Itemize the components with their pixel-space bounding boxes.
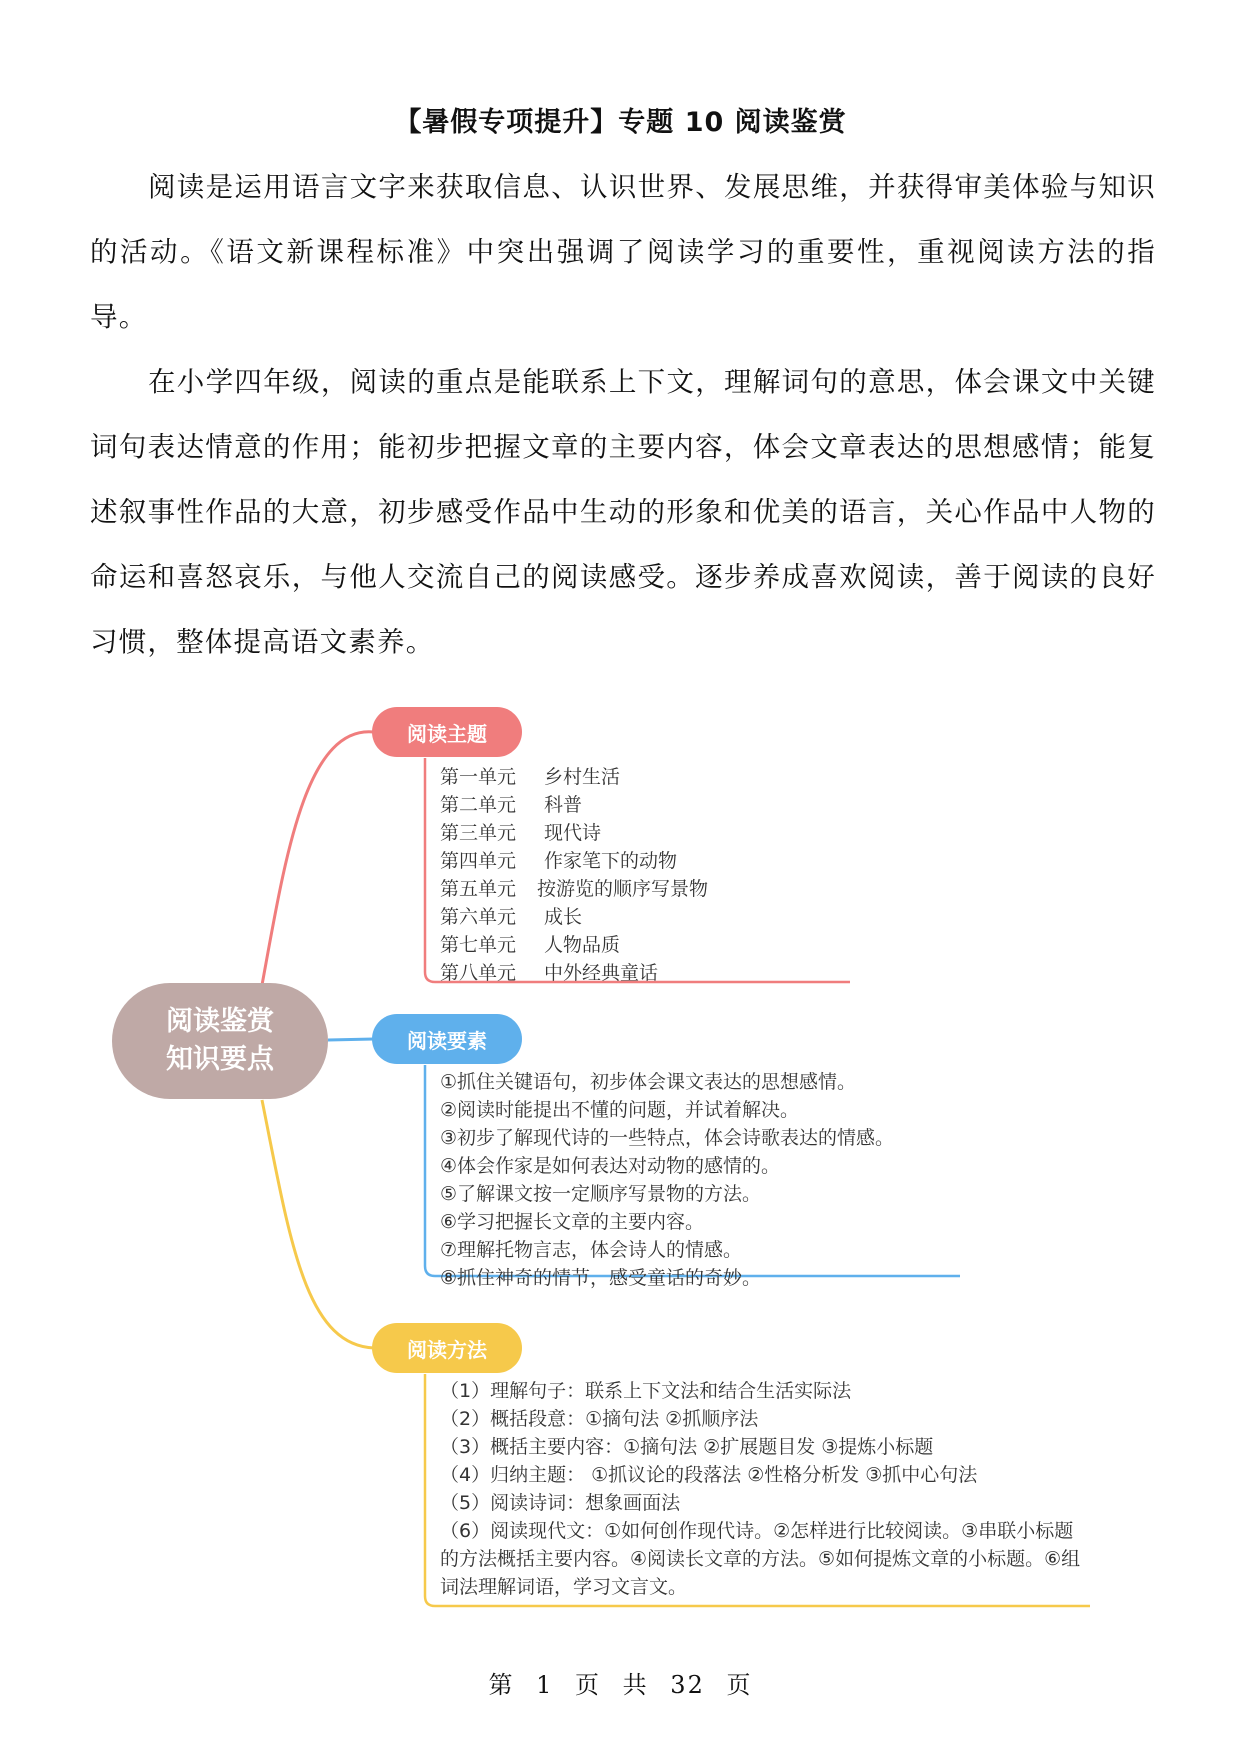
page-number: 第 1 页 共 32 页 bbox=[488, 1671, 753, 1699]
reading-method-list bbox=[440, 1377, 1090, 1601]
center-node bbox=[112, 983, 328, 1099]
list-item: ⑧抓住神奇的情节，感受童话的奇妙。 bbox=[440, 1267, 762, 1289]
list-item: 第七单元 人物品质 bbox=[440, 934, 621, 956]
list-item: （1）理解句子：联系上下文法和结合生活实际法 bbox=[440, 1380, 852, 1402]
list-item: ⑦理解托物言志，体会诗人的情感。 bbox=[440, 1239, 743, 1261]
list-item: ②阅读时能提出不懂的问题，并试着解决。 bbox=[440, 1099, 800, 1121]
list-item: ④体会作家是如何表达对动物的感情的。 bbox=[440, 1155, 781, 1177]
list-item: ③初步了解现代诗的一些特点，体会诗歌表达的情感。 bbox=[440, 1127, 895, 1149]
list-item: 第五单元 按游览的顺序写景物 bbox=[440, 878, 709, 900]
method-connector bbox=[262, 1100, 374, 1348]
list-item: 第二单元 科普 bbox=[440, 794, 583, 816]
reading-theme-node: 阅读主题 bbox=[372, 707, 522, 757]
center-node-line1: 阅读鉴赏 bbox=[166, 1006, 274, 1037]
center-node-line2: 知识要点 bbox=[166, 1044, 274, 1075]
page-title: 【暑假专项提升】专题 10 阅读鉴赏 bbox=[394, 107, 847, 138]
list-item: （2）概括段意：①摘句法 ②抓顺序法 bbox=[440, 1408, 759, 1430]
reading-element-list bbox=[440, 1068, 894, 1292]
list-item: 第一单元 乡村生活 bbox=[440, 766, 621, 788]
list-item: （5）阅读诗词：想象画面法 bbox=[440, 1492, 681, 1514]
mind-map bbox=[0, 680, 1241, 1640]
list-item: 第三单元 现代诗 bbox=[440, 822, 602, 844]
list-item: ①抓住关键语句，初步体会课文表达的思想感情。 bbox=[440, 1071, 857, 1093]
reading-theme-list bbox=[440, 763, 708, 987]
theme-connector bbox=[262, 732, 374, 985]
element-connector bbox=[328, 1039, 374, 1040]
intro-paragraph-1: 阅读是运用语言文字来获取信息、认识世界、发展思维，并获得审美体验与知识的活动。《语文新课程标准》中突出强调了阅读学习的重要性，重视阅读方法的指导。 bbox=[90, 171, 1156, 333]
intro-paragraph-2: 在小学四年级，阅读的重点是能联系上下文，理解词句的意思，体会课文中关键词句表达情意的作用；能初步把握文章的主要内容，体会文章表达的思想感情；能复述叙事性作品的大意，初步感受作品中生动的形象和优美的语言，关心作品中人物的命运和喜怒哀乐，与他人交流自己的阅读感受。逐步养成喜欢阅读，善于阅读的良好习惯，整体提高语文素养。 bbox=[90, 366, 1156, 658]
list-item: 第四单元 作家笔下的动物 bbox=[440, 850, 678, 872]
list-item: 第八单元 中外经典童话 bbox=[440, 962, 659, 984]
list-item: （3）概括主要内容：①摘句法 ②扩展题目发 ③提炼小标题 bbox=[440, 1436, 934, 1458]
list-item: （4）归纳主题： ①抓议论的段落法 ②性格分析发 ③抓中心句法 bbox=[440, 1464, 978, 1486]
list-item: ⑤了解课文按一定顺序写景物的方法。 bbox=[440, 1183, 762, 1205]
list-item: ⑥学习把握长文章的主要内容。 bbox=[440, 1211, 705, 1233]
list-item: 第六单元 成长 bbox=[440, 906, 583, 928]
list-item: （6）阅读现代文：①如何创作现代诗。②怎样进行比较阅读。③串联小标题的方法概括主要内容。④阅读长文章的方法。⑤如何提炼文章的小标题。⑥组词法理解词语，学习文言文。 bbox=[440, 1520, 1081, 1598]
reading-element-node: 阅读要素 bbox=[372, 1014, 522, 1064]
reading-method-node: 阅读方法 bbox=[372, 1323, 522, 1373]
